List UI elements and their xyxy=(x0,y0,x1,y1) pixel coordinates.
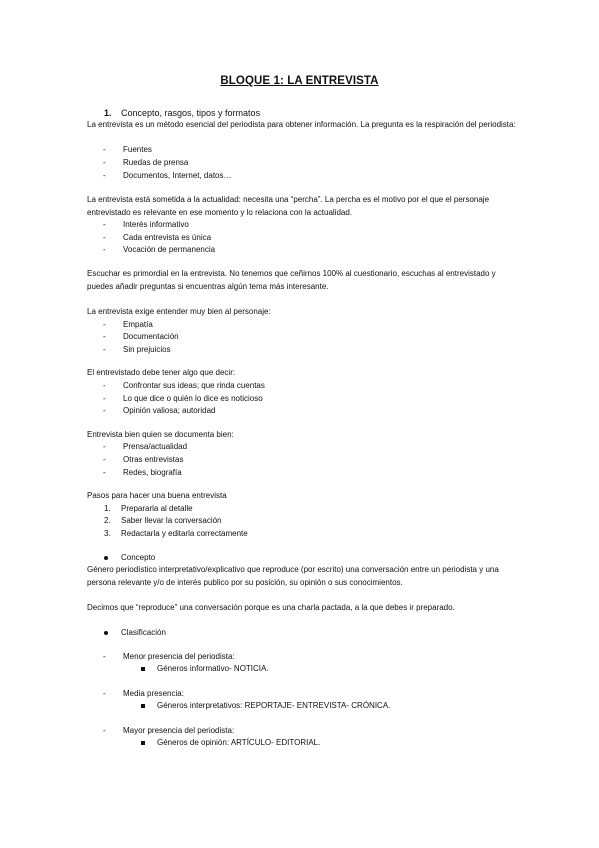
paragraph-4: La entrevista exige entender muy bien al personaje: xyxy=(87,307,271,316)
paragraph-8: Género periodístico interpretativo/explicativo que reproduce (por escrito) una conversación entre un periodista y una persona relevante y/o de interés publico por su posición, su opinión o sus conocimientos. xyxy=(87,565,499,587)
bullet-icon xyxy=(104,631,108,635)
section-heading-text: Concepto, rasgos, tipos y formatos xyxy=(121,108,261,118)
paragraph-9: Decimos que “reproduce” una conversación porque es una charla pactada, a la que debes ir preparado. xyxy=(87,603,455,612)
list-item: - Cada entrevista es única xyxy=(103,233,212,242)
numbered-item: 2. Saber llevar la conversación xyxy=(104,516,222,525)
bullet-clasificacion: Clasificación xyxy=(104,627,166,640)
classification-label: - Mayor presencia del periodista: xyxy=(103,726,235,735)
classification-label: - Media presencia: xyxy=(103,689,184,698)
classification-item: Géneros de opinión: ARTÍCULO- EDITORIAL. xyxy=(141,737,320,750)
list-item: - Confrontar sus ideas; que rinda cuentas xyxy=(103,381,265,390)
numbered-item: 1. Prepararla al detalle xyxy=(104,504,193,513)
paragraph-7: Pasos para hacer una buena entrevista xyxy=(87,491,227,500)
paragraph-5: El entrevistado debe tener algo que decir: xyxy=(87,368,236,377)
numbered-item: 3. Redactarla y editarla correctamente xyxy=(104,529,248,538)
section-number: 1. xyxy=(104,108,112,118)
paragraph-6: Entrevista bien quien se documenta bien: xyxy=(87,430,234,439)
list-item: - Redes, biografía xyxy=(103,468,182,477)
list-item: - Documentos, Internet, datos… xyxy=(103,171,232,180)
list-item: - Ruedas de prensa xyxy=(103,158,189,167)
classification-item: Géneros informativo- NOTICIA. xyxy=(141,663,269,676)
list-item: - Interés informativo xyxy=(103,220,189,229)
square-bullet-icon xyxy=(141,741,145,745)
paragraph-1: La entrevista es un método esencial del periodista para obtener información. La pregunta es la respiración del periodista: xyxy=(87,120,516,129)
list-item: - Sin prejuicios xyxy=(103,345,171,354)
paragraph-2: La entrevista está sometida a la actualidad: necesita una “percha”. La percha es el motivo por el que el personaje entrevistado es relevante en ese momento y lo relaciona con la actualidad. xyxy=(87,195,490,217)
square-bullet-icon xyxy=(141,704,145,708)
classification-item: Géneros interpretativos: REPORTAJE- ENTREVISTA- CRÓNICA. xyxy=(141,700,390,713)
list-item: - Prensa/actualidad xyxy=(103,442,188,451)
list-item: - Fuentes xyxy=(103,145,152,154)
list-item: - Otras entrevistas xyxy=(103,455,184,464)
bullet-concepto: Concepto xyxy=(104,552,155,565)
section-heading xyxy=(104,107,260,120)
list-item: - Lo que dice o quién lo dice es noticioso xyxy=(103,394,263,403)
list-item: - Vocación de permanencia xyxy=(103,245,216,254)
paragraph-3: Escuchar es primordial en la entrevista. No tenemos que ceñirnos 100% al cuestionario, escuchas al entrevistado y puedes añadir preguntas si encuentras algún tema más interesante. xyxy=(87,269,496,291)
list-item: - Empatía xyxy=(103,320,153,329)
page-title: BLOQUE 1: LA ENTREVISTA xyxy=(220,75,379,87)
list-item: - Documentación xyxy=(103,332,179,341)
classification-label: - Menor presencia del periodista: xyxy=(103,652,235,661)
bullet-icon xyxy=(104,556,108,560)
list-item: - Opinión valiosa; autoridad xyxy=(103,406,216,415)
square-bullet-icon xyxy=(141,667,145,671)
